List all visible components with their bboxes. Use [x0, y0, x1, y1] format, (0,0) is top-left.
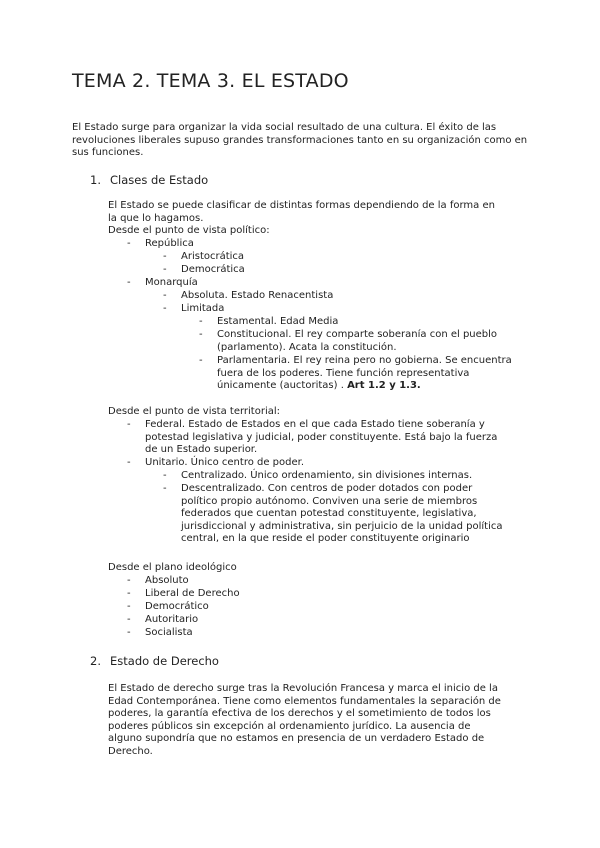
section-2-title: Estado de Derecho	[110, 654, 219, 668]
dash-marker: -	[163, 483, 167, 494]
dash-marker: -	[127, 601, 131, 612]
list-item-limitada: Limitada	[181, 303, 225, 314]
list-item-socialista: Socialista	[145, 627, 193, 638]
dash-marker: -	[127, 614, 131, 625]
list-item-descentralizado-line-3: federados que cuentan potestad constituyente, legislativa,	[181, 508, 477, 519]
dash-marker: -	[199, 355, 203, 366]
section-2-line-1: El Estado de derecho surge tras la Revolución Francesa y marca el inicio de la	[108, 683, 498, 694]
list-item-liberal: Liberal de Derecho	[145, 588, 240, 599]
section-2-heading	[90, 654, 219, 668]
dash-marker: -	[163, 470, 167, 481]
list-item-absoluta: Absoluta. Estado Renacentista	[181, 290, 334, 301]
list-item-parlamentaria-line-2: fuera de los poderes. Tiene función representativa	[217, 367, 470, 379]
dash-marker: -	[127, 575, 131, 586]
list-item-republica: República	[145, 238, 194, 249]
list-item-descentralizado-line-4: jurisdiccional y administrativa, sin perjuicio de la unidad política	[181, 520, 503, 532]
dash-marker: -	[163, 303, 167, 314]
dash-marker: -	[127, 627, 131, 638]
list-item-descentralizado-line-5: central, en la que reside el poder constituyente originario	[181, 533, 470, 544]
list-item-parlamentaria-line-3	[217, 380, 421, 393]
section-1-intro-line-1: El Estado se puede clasificar de distintas formas dependiendo de la forma en	[108, 200, 495, 211]
list-item-federal-line-3: de un Estado superior.	[145, 444, 258, 455]
section-2-line-2: Edad Contemporánea. Tiene como elementos fundamentales la separación de	[108, 695, 501, 707]
page-title: TEMA 2. TEMA 3. EL ESTADO	[72, 70, 349, 92]
section-1-heading	[90, 173, 208, 187]
dash-marker: -	[163, 290, 167, 301]
section-1-number: 1.	[90, 173, 101, 187]
section-2-line-3: poderes, la garantía efectiva de los derechos y el sometimiento de todos los	[108, 708, 491, 719]
list-item-parlamentaria-line-1: Parlamentaria. El rey reina pero no gobierna. Se encuentra	[217, 355, 512, 366]
dash-marker: -	[127, 588, 131, 599]
list-item-democratico: Democrático	[145, 601, 209, 612]
dash-marker: -	[199, 329, 203, 340]
dash-marker: -	[127, 457, 131, 468]
section-1-intro-line-2: la que lo hagamos.	[108, 212, 204, 224]
politico-label: Desde el punto de vista político:	[108, 225, 270, 236]
section-2-line-5: alguno supondría que no estamos en presencia de un verdadero Estado de	[108, 733, 485, 744]
section-2-line-4: poderes públicos sin excepción al ordenamiento jurídico. La ausencia de	[108, 720, 471, 732]
list-item-estamental: Estamental. Edad Media	[217, 316, 339, 327]
dash-marker: -	[127, 277, 131, 288]
territorial-label: Desde el punto de vista territorial:	[108, 406, 281, 417]
list-item-absoluto: Absoluto	[145, 575, 189, 586]
list-item-centralizado: Centralizado. Único ordenamiento, sin divisiones internas.	[181, 470, 473, 481]
ideologico-label: Desde el plano ideológico	[108, 562, 237, 573]
dash-marker: -	[163, 251, 167, 262]
list-item-democratica: Democrática	[181, 264, 245, 275]
list-item-constitucional-line-1: Constitucional. El rey comparte soberanía con el pueblo	[217, 329, 498, 340]
list-item-constitucional-line-2: (parlamento). Acata la constitución.	[217, 341, 397, 353]
dash-marker: -	[127, 419, 131, 430]
list-item-descentralizado-line-1: Descentralizado. Con centros de poder dotados con poder	[181, 483, 473, 494]
article-reference: Art 1.2 y 1.3.	[347, 380, 421, 391]
parlamentaria-text: únicamente (auctoritas) .	[217, 380, 348, 391]
section-1-title: Clases de Estado	[110, 173, 209, 187]
dash-marker: -	[199, 316, 203, 327]
list-item-autoritario: Autoritario	[145, 614, 199, 625]
dash-marker: -	[127, 238, 131, 249]
section-2-line-6: Derecho.	[108, 745, 153, 757]
list-item-descentralizado-line-2: político propio autónomo. Conviven una serie de miembros	[181, 495, 478, 507]
list-item-aristocratica: Aristocrática	[181, 251, 245, 262]
dash-marker: -	[163, 264, 167, 275]
list-item-unitario: Unitario. Único centro de poder.	[145, 457, 305, 468]
list-item-federal-line-2: potestad legislativa y judicial, poder constituyente. Está bajo la fuerza	[145, 431, 498, 443]
list-item-federal-line-1: Federal. Estado de Estados en el que cada Estado tiene soberanía y	[145, 419, 485, 430]
section-2-number: 2.	[90, 654, 101, 668]
intro-paragraph: El Estado surge para organizar la vida social resultado de una cultura. El éxito de las revoluciones liberales supuso grandes transformaciones tanto en su organización como en sus funciones.	[72, 122, 528, 158]
list-item-monarquia: Monarquía	[145, 277, 198, 288]
